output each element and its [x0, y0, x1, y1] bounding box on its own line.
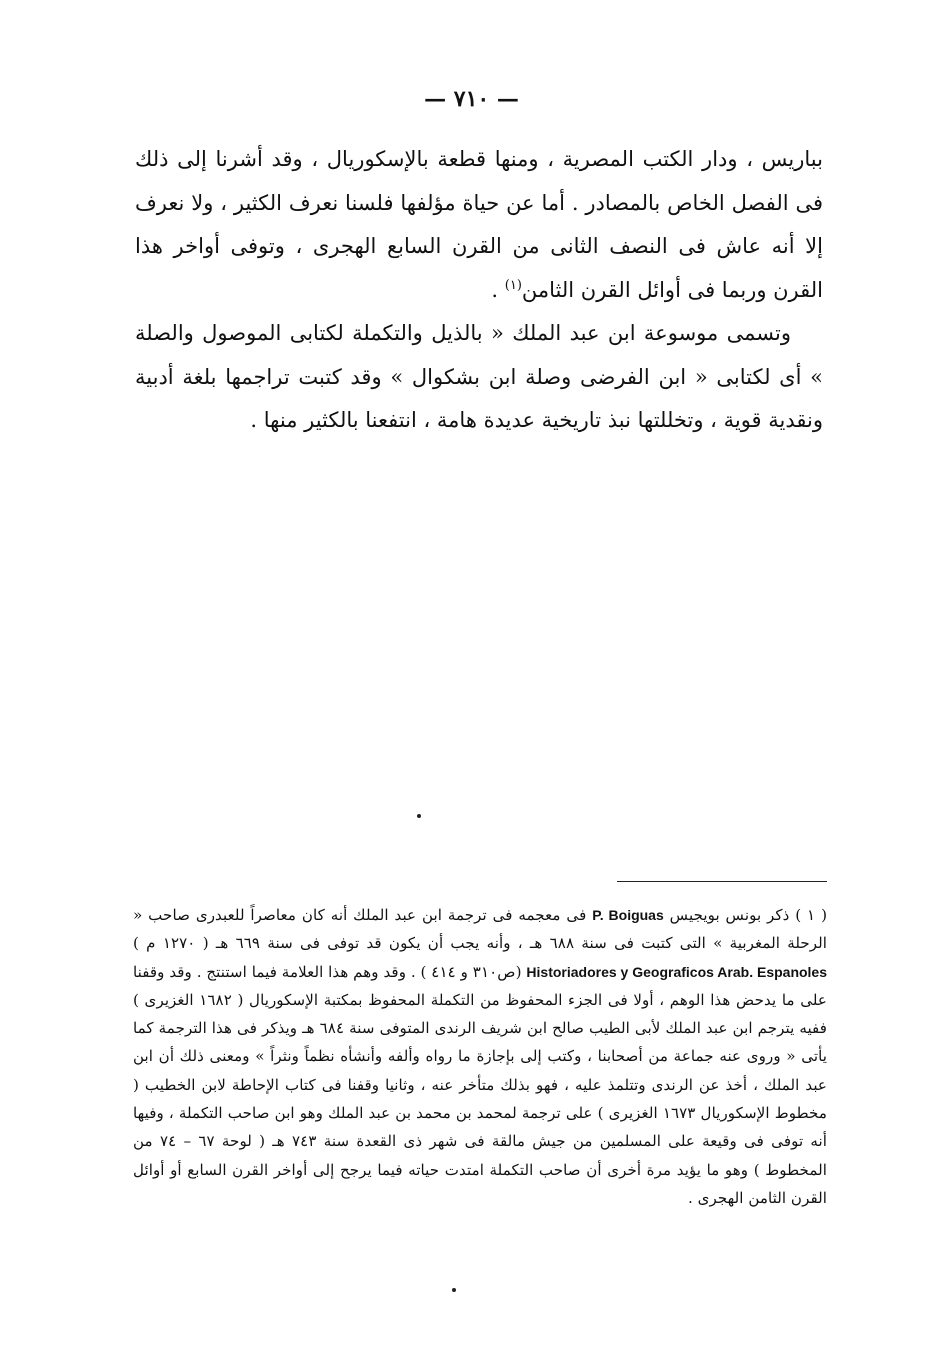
speck-mark-bottom — [452, 1288, 456, 1292]
paragraph-1-text: بباريس ، ودار الكتب المصرية ، ومنها قطعة بالإسكوريال ، وقد أشرنا إلى ذلك فى الفصل الخاص بالمصادر . أما عن حياة مؤلفها فلسنا نعرف الكثير ، ولا نعرف إلا أنه عاش فى النصف الثانى من القرن السابع الهجرى ، وتوفى أواخر هذا القرن وربما فى أوائل القرن الثامن — [135, 147, 823, 302]
footnote-paragraph — [133, 901, 827, 1212]
footnote-part-1: ( ١ ) ذكر بونس بويجيس — [663, 906, 827, 924]
speck-mark — [417, 814, 421, 818]
paragraph-1-end: . — [491, 277, 505, 302]
paragraph-2: وتسمى موسوعة ابن عبد الملك « بالذيل والتكملة لكتابى الموصول والصلة » أى لكتابى « ابن الفرضى وصلة ابن بشكوال » وقد كتبت تراجمها بلغة أدبية ونقدية قوية ، وتخللتها نبذ تاريخية عديدة هامة ، انتفعنا بالكثير منها . — [135, 321, 823, 432]
footnote-latin-author: P. Boiguas — [592, 907, 664, 923]
paragraph-1 — [135, 138, 823, 312]
footnote — [133, 901, 827, 1212]
footnote-part-2: فى معجمه فى ترجمة ابن عبد الملك أنه كان معاصراً للعبدرى صاحب « الرحلة المغربية » التى كتبت فى سنة ٦٨٨ هـ ، وأنه يجب أن يكون قد توفى فى سنة ٦٦٩ هـ ( ١٢٧٠ م ) — [133, 906, 827, 953]
page-number: — ٧١٠ — — [424, 86, 519, 112]
footnote-divider — [617, 881, 827, 882]
footnote-latin-title: Historiadores y Geograficos Arab. Espanoles — [526, 963, 828, 980]
footnote-part-3: (ص٣١٠ و ٤١٤ ) . وقد وهم هذا العلامة فيما استنتج . وقد وقفنا على ما يدحض هذا الوهم ، أولا فى الجزء المحفوظ من التكملة المحفوظ بمكتبة الإسكوريال ( ١٦٨٢ الغزيرى ) ففيه يترجم ابن عبد الملك لأبى الطيب صالح ابن شريف الرندى المتوفى سنة ٦٨٤ هـ ويذكر فى هذا الترجمة كما يأتى « وروى عنه جماعة من أصحابنا ، وكتب إلى بإجازة ما رواه وألفه وأنشأه نظماً ونثراً » ومعنى ذلك أن ابن عبد الملك ، أخذ عن الرندى وتتلمذ عليه ، فهو بذلك متأخر عنه ، وثانيا وقفنا فى كتاب الإحاطة لابن الخطيب ( مخطوط الإسكوريال ١٦٧٣ الغزيرى ) على ترجمة لمحمد بن محمد بن عبد الملك وهو ابن صاحب التكملة ، وفيها أنه توفى فى وقيعة على المسلمين من جيش مالقة فى شهر ذى القعدة سنة ٧٤٣ هـ ( لوحة ٦٧ – ٧٤ من المخطوط ) وهو ما يؤيد مرة أخرى أن صاحب التكملة امتدت حياته فيما يرجح إلى أواخر القرن السابع أو أوائل القرن الثامن الهجرى . — [133, 962, 827, 1207]
footnote-reference: (١) — [504, 277, 522, 293]
main-text — [135, 138, 823, 443]
